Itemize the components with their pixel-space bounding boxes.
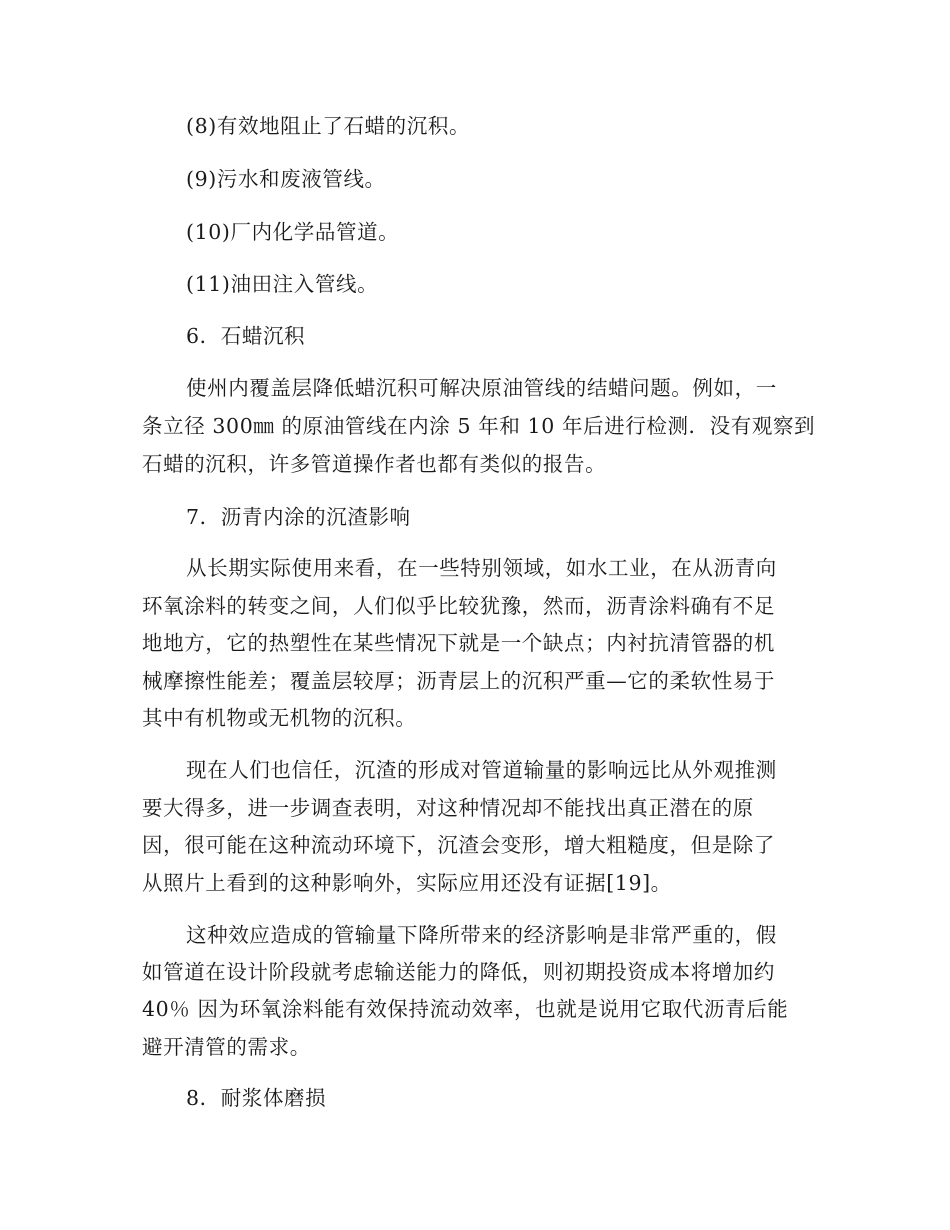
paragraph-line: 从长期实际使用来看，在一些特别领域，如水工业，在从沥青向 (186, 556, 777, 580)
list-item-10: (10)厂内化学品管道。 (186, 220, 400, 244)
list-item-8: (8)有效地阻止了石蜡的沉积。 (186, 114, 471, 138)
paragraph-line: 如管道在设计阶段就考虑输送能力的降低，则初期投资成本将增加约 (142, 960, 775, 984)
paragraph-line: 使州内覆盖层降低蜡沉积可解决原油管线的结蜡问题。例如，一 (186, 376, 777, 400)
paragraph-line: 其中有机物或无机物的沉积。 (142, 706, 417, 730)
paragraph-line: 环氧涂料的转变之间，人们似乎比较犹豫，然而，沥青涂料确有不足 (142, 594, 775, 618)
paragraph-line: 地地方，它的热塑性在某些情况下就是一个缺点；内衬抗清管器的机 (142, 631, 775, 655)
paragraph-line: 石蜡的沉积，许多管道操作者也都有类似的报告。 (142, 452, 607, 476)
paragraph-line: 现在人们也信任，沉渣的形成对管道输量的影响远比从外观推测 (186, 758, 777, 782)
section-8-heading: 8．耐浆体磨损 (186, 1086, 327, 1110)
paragraph-line: 因，很可能在这种流动环境下，沉渣会变形，增大粗糙度，但是除了 (142, 833, 775, 857)
paragraph-line: 要大得多，进一步调查表明，对这种情况却不能找出真正潜在的原 (142, 796, 754, 820)
paragraph-line: 条立径 300㎜ 的原油管线在内涂 5 年和 10 年后进行检测．没有观察到 (142, 414, 816, 438)
list-item-11: (11)油田注入管线。 (186, 272, 379, 296)
paragraph-line: 械摩擦性能差；覆盖层较厚；沥青层上的沉积严重—它的柔软性易于 (142, 669, 775, 693)
section-7-heading: 7．沥青内涂的沉渣影响 (186, 505, 411, 529)
paragraph-line: 从照片上看到的这种影响外，实际应用还没有证据[19]。 (142, 871, 672, 895)
paragraph-line: 避开清管的需求。 (142, 1035, 311, 1059)
list-item-9: (9)污水和废液管线。 (186, 167, 386, 191)
section-6-heading: 6．石蜡沉积 (186, 324, 306, 348)
paragraph-line: 40％ 因为环氧涂料能有效保持流动效率，也就是说用它取代沥青后能 (142, 997, 789, 1021)
paragraph-line: 这种效应造成的管输量下降所带来的经济影响是非常严重的，假 (186, 923, 777, 947)
